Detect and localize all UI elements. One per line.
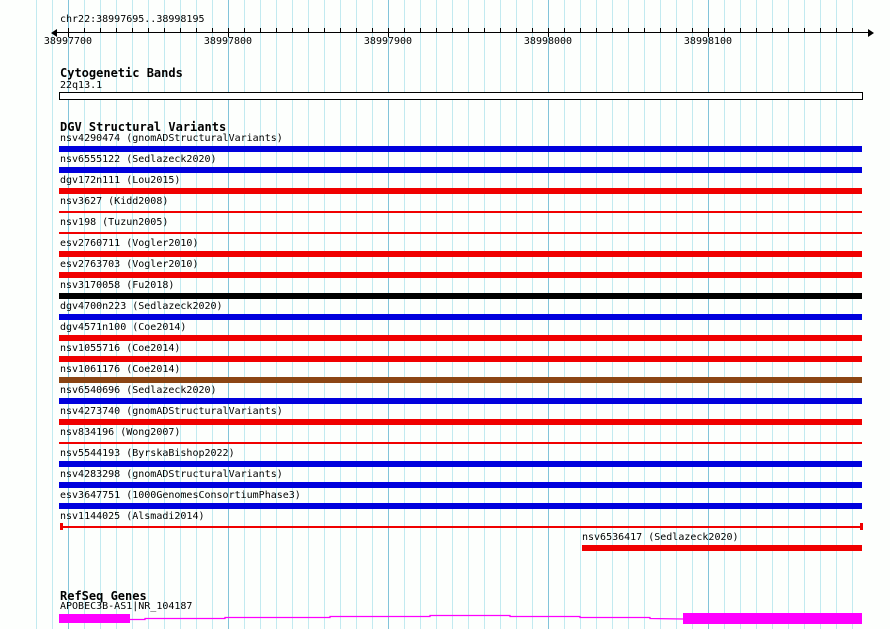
variant-bar[interactable] xyxy=(59,503,862,509)
variant-bar[interactable] xyxy=(59,398,862,404)
variant-label[interactable]: dgv172n111 (Lou2015) xyxy=(60,175,181,186)
ruler-minor-tick xyxy=(532,28,533,32)
ruler-minor-tick xyxy=(436,28,437,32)
minor-gridline xyxy=(52,0,53,629)
variant-label[interactable]: esv3647751 (1000GenomesConsortiumPhase3) xyxy=(60,490,301,501)
ruler-minor-tick xyxy=(676,28,677,32)
variant-label[interactable]: nsv4290474 (gnomADStructuralVariants) xyxy=(60,133,283,144)
ruler-minor-tick xyxy=(100,28,101,32)
variant-label[interactable]: nsv5544193 (ByrskaBishop2022) xyxy=(60,448,235,459)
variant-bar[interactable] xyxy=(59,461,862,467)
ruler-minor-tick xyxy=(564,28,565,32)
ruler-minor-tick xyxy=(308,28,309,32)
variant-bar[interactable] xyxy=(59,377,862,383)
variant-endcap[interactable] xyxy=(860,523,863,530)
cytoband-box[interactable] xyxy=(59,92,863,100)
ruler-minor-tick xyxy=(292,28,293,32)
variant-bar[interactable] xyxy=(59,335,862,341)
cytoband-label: 22q13.1 xyxy=(60,80,103,91)
ruler-minor-tick xyxy=(132,28,133,32)
ruler-minor-tick xyxy=(628,28,629,32)
ruler-line xyxy=(57,32,868,33)
variant-label[interactable]: nsv6540696 (Sedlazeck2020) xyxy=(60,385,217,396)
ruler-minor-tick xyxy=(404,28,405,32)
variant-bar[interactable] xyxy=(59,314,862,320)
ruler-minor-tick xyxy=(356,28,357,32)
variant-bar[interactable] xyxy=(59,251,862,257)
ruler-minor-tick xyxy=(788,28,789,32)
variant-label[interactable]: dgv4571n100 (Coe2014) xyxy=(60,322,187,333)
cytobands-section-title: Cytogenetic Bands xyxy=(60,66,183,80)
variant-bar[interactable] xyxy=(59,211,862,213)
ruler-minor-tick xyxy=(164,28,165,32)
variant-bar[interactable] xyxy=(59,167,862,173)
variant-label[interactable]: nsv834196 (Wong2007) xyxy=(60,427,181,438)
gene-name-label[interactable]: APOBEC3B-AS1|NR_104187 xyxy=(60,601,193,612)
ruler-tick-label: 38997900 xyxy=(363,36,413,47)
variant-label[interactable]: nsv3170058 (Fu2018) xyxy=(60,280,175,291)
ruler-minor-tick xyxy=(820,28,821,32)
ruler-minor-tick xyxy=(84,28,85,32)
variant-bar[interactable] xyxy=(59,232,862,234)
ruler-minor-tick xyxy=(452,28,453,32)
ruler-minor-tick xyxy=(324,28,325,32)
variant-endcap[interactable] xyxy=(60,523,63,530)
ruler-minor-tick xyxy=(180,28,181,32)
ruler-minor-tick xyxy=(836,28,837,32)
dgv-section-title: DGV Structural Variants xyxy=(60,120,227,134)
variant-bar[interactable] xyxy=(59,419,862,425)
variant-label[interactable]: nsv6555122 (Sedlazeck2020) xyxy=(60,154,217,165)
variant-label[interactable]: nsv3627 (Kidd2008) xyxy=(60,196,169,207)
ruler-minor-tick xyxy=(196,28,197,32)
variant-label[interactable]: nsv1055716 (Coe2014) xyxy=(60,343,181,354)
variant-bar[interactable] xyxy=(59,188,862,194)
ruler-minor-tick xyxy=(596,28,597,32)
ruler-minor-tick xyxy=(212,28,213,32)
ruler-minor-tick xyxy=(804,28,805,32)
ruler-minor-tick xyxy=(260,28,261,32)
variant-label[interactable]: nsv198 (Tuzun2005) xyxy=(60,217,169,228)
ruler-minor-tick xyxy=(420,28,421,32)
variant-bar[interactable] xyxy=(59,442,862,444)
ruler-tick-label: 38998000 xyxy=(523,36,573,47)
ruler-minor-tick xyxy=(372,28,373,32)
ruler-minor-tick xyxy=(756,28,757,32)
ruler-minor-tick xyxy=(516,28,517,32)
variant-label[interactable]: nsv4283298 (gnomADStructuralVariants) xyxy=(60,469,283,480)
ruler-minor-tick xyxy=(484,28,485,32)
minor-gridline xyxy=(36,0,37,629)
ruler-minor-tick xyxy=(644,28,645,32)
gene-left-exon[interactable] xyxy=(59,614,130,623)
variant-bar[interactable] xyxy=(59,482,862,488)
ruler-minor-tick xyxy=(276,28,277,32)
variant-bar[interactable] xyxy=(59,293,862,299)
ruler-minor-tick xyxy=(852,28,853,32)
variant-label[interactable]: esv2763703 (Vogler2010) xyxy=(60,259,199,270)
ruler-minor-tick xyxy=(116,28,117,32)
refseq-section-title: RefSeq Genes xyxy=(60,589,147,603)
ruler-minor-tick xyxy=(580,28,581,32)
ruler-right-arrow-icon xyxy=(868,29,874,37)
ruler-minor-tick xyxy=(148,28,149,32)
variant-label[interactable]: nsv1061176 (Coe2014) xyxy=(60,364,181,375)
variant-bar[interactable] xyxy=(59,146,862,152)
region-coordinates: chr22:38997695..38998195 xyxy=(60,14,205,25)
ruler-minor-tick xyxy=(772,28,773,32)
ruler-minor-tick xyxy=(724,28,725,32)
ruler-minor-tick xyxy=(244,28,245,32)
ruler-tick-label: 38997800 xyxy=(203,36,253,47)
variant-label[interactable]: nsv4273740 (gnomADStructuralVariants) xyxy=(60,406,283,417)
ruler-minor-tick xyxy=(692,28,693,32)
gene-right-exon[interactable] xyxy=(683,613,862,624)
variant-bar[interactable] xyxy=(59,356,862,362)
variant-label[interactable]: nsv6536417 (Sedlazeck2020) xyxy=(582,532,739,543)
ruler-minor-tick xyxy=(340,28,341,32)
variant-label[interactable]: dgv4700n223 (Sedlazeck2020) xyxy=(60,301,223,312)
variant-bar[interactable] xyxy=(59,272,862,278)
variant-bar[interactable] xyxy=(582,545,862,551)
variant-bar[interactable] xyxy=(60,526,862,528)
ruler-minor-tick xyxy=(660,28,661,32)
gene-intron-line[interactable] xyxy=(130,610,683,625)
ruler-minor-tick xyxy=(468,28,469,32)
ruler-tick-label: 38997700 xyxy=(43,36,93,47)
ruler-tick-label: 38998100 xyxy=(683,36,733,47)
ruler-minor-tick xyxy=(740,28,741,32)
variant-label[interactable]: esv2760711 (Vogler2010) xyxy=(60,238,199,249)
ruler-minor-tick xyxy=(500,28,501,32)
variant-label[interactable]: nsv1144025 (Alsmadi2014) xyxy=(60,511,205,522)
ruler-minor-tick xyxy=(612,28,613,32)
